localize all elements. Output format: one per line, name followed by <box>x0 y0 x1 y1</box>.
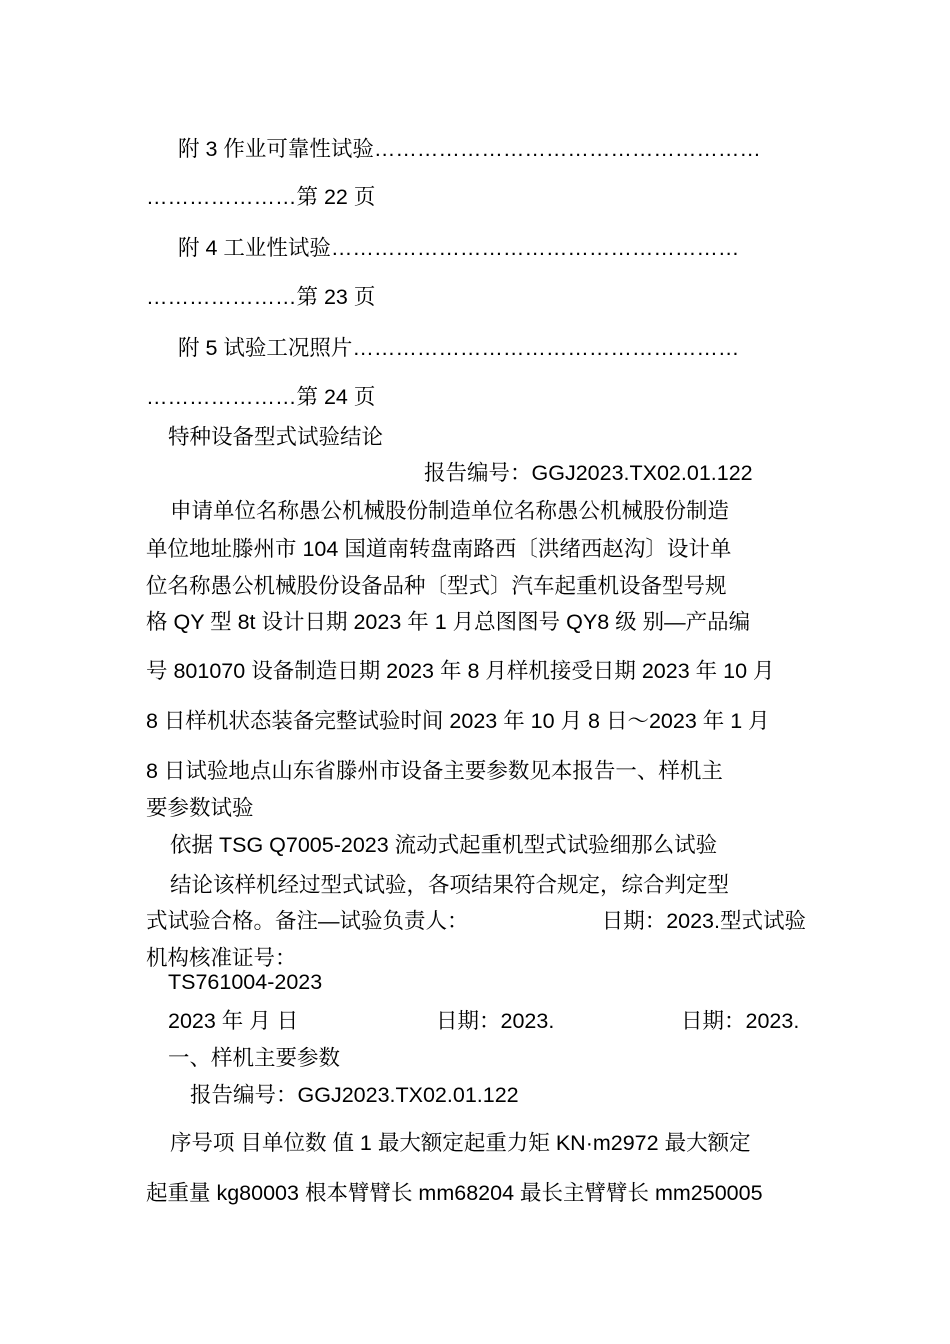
conclusion-body-line-7: 8 日试验地点山东省滕州市设备主要参数见本报告一、样机主 <box>146 759 723 783</box>
conclusion-result-line-2 <box>146 906 806 936</box>
conclusion-body-line-8: 要参数试验 <box>146 796 254 820</box>
toc-item-4-page-line <box>146 282 375 312</box>
conclusion-body-line-3: 位名称愚公机械股份设备品种〔型式〕汽车起重机设备型号规 <box>146 574 727 598</box>
conclusion-responsible-label: 式试验合格。备注—试验负责人： <box>146 909 469 933</box>
toc-item-4-page: 第 23 页 <box>296 285 376 309</box>
section-1-table-line-2: 起重量 kg80003 根本臂臂长 mm68204 最长主臂臂长 mm250005 <box>146 1181 763 1205</box>
toc-item-4-title: 附 4 工业性试验 <box>178 236 331 260</box>
conclusion-body-line-4: 格 QY 型 8t 设计日期 2023 年 1 月总图图号 QY8 级 别—产品编 <box>146 610 751 634</box>
toc-item-3-page: 第 22 页 <box>296 185 376 209</box>
conclusion-date-b: 日期：2023. <box>436 1009 555 1033</box>
conclusion-body-line-1: 申请单位名称愚公机械股份制造单位名称愚公机械股份制造 <box>170 499 730 523</box>
toc-item-3-leader-2: ………………… <box>146 185 297 209</box>
conclusion-body-line-2: 单位地址滕州市 104 国道南转盘南路西〔洪绪西赵沟〕设计单 <box>146 537 732 561</box>
conclusion-body-line-5: 号 801070 设备制造日期 2023 年 8 月样机接受日期 2023 年 10 月 <box>146 659 775 683</box>
conclusion-date-a: 2023 年 月 日 <box>168 1009 299 1033</box>
toc-item-4-leader-2: ………………… <box>146 285 297 309</box>
section-1-report-number: 报告编号：GGJ2023.TX02.01.122 <box>190 1083 519 1107</box>
toc-item-5-title: 附 5 试验工况照片 <box>178 336 353 360</box>
section-1-table-line-1: 序号项 目单位数 值 1 最大额定起重力矩 KN·m2972 最大额定 <box>170 1131 751 1155</box>
conclusion-result-line-1: 结论该样机经过型式试验，各项结果符合规定，综合判定型 <box>170 873 730 897</box>
conclusion-date-c: 日期：2023. <box>681 1009 800 1033</box>
toc-item-5-leader: ……………………………………………… <box>352 336 740 360</box>
toc-item-5 <box>178 333 739 363</box>
toc-item-5-leader-2: ………………… <box>146 385 297 409</box>
conclusion-cert-number: TS761004-2023 <box>168 970 323 994</box>
conclusion-basis: 依据 TSG Q7005-2023 流动式起重机型式试验细那么试验 <box>170 833 718 857</box>
toc-item-3-leader: ……………………………………………… <box>373 137 761 161</box>
conclusion-report-number: 报告编号：GGJ2023.TX02.01.122 <box>424 461 753 485</box>
conclusion-body-line-6: 8 日样机状态装备完整试验时间 2023 年 10 月 8 日～2023 年 1 月 <box>146 709 770 733</box>
toc-item-5-page-line <box>146 382 375 412</box>
conclusion-heading: 特种设备型式试验结论 <box>168 425 384 449</box>
toc-item-3-page-line <box>146 182 375 212</box>
toc-item-4 <box>178 233 739 263</box>
toc-item-3-title: 附 3 作业可靠性试验 <box>178 137 374 161</box>
toc-item-5-page: 第 24 页 <box>296 385 376 409</box>
toc-item-3 <box>178 134 761 164</box>
section-1-heading: 一、样机主要参数 <box>168 1046 341 1070</box>
conclusion-responsible-date: 日期：2023.型式试验 <box>601 909 806 933</box>
conclusion-result-line-3: 机构核准证号： <box>146 946 297 970</box>
toc-item-4-leader: ………………………………………………… <box>330 236 740 260</box>
